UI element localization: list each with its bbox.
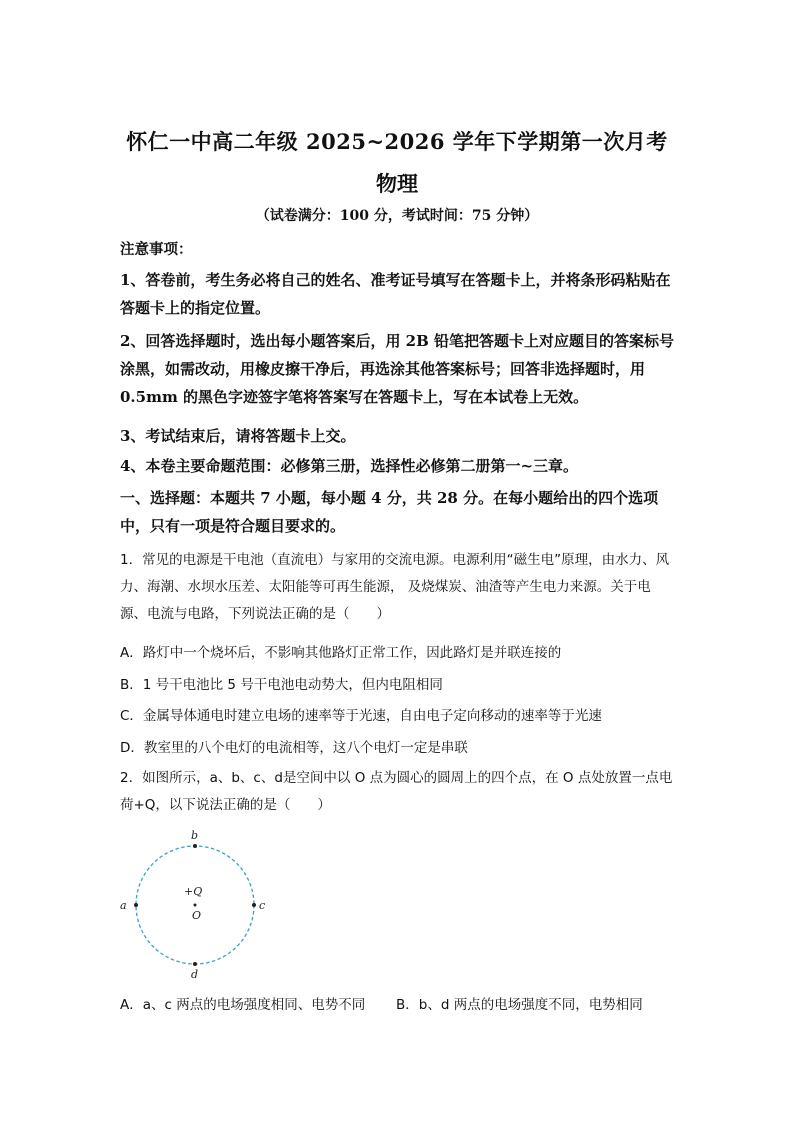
exam-title: 怀仁一中高二年级 2025~2026 学年下学期第一次月考: [126, 129, 668, 154]
note-item-1: 1、答卷前，考生务必将自己的姓名、准考证号填写在答题卡上，并将条形码粘贴在答题卡上的指定位置。: [120, 271, 671, 317]
label-charge: +Q: [184, 885, 203, 898]
point-a-dot: [134, 903, 138, 907]
note-item-3: 3、考试结束后，请将答题卡上交。: [120, 427, 356, 445]
label-c: c: [259, 899, 266, 912]
label-center: O: [192, 909, 202, 922]
label-b: b: [191, 829, 199, 842]
point-b-dot: [193, 844, 197, 848]
center-o-dot: [194, 904, 197, 907]
exam-meta: （试卷满分：100 分，考试时间：75 分钟）: [255, 208, 539, 224]
question-2-option-b: B．b、d 两点的电场强度不同，电势相同: [396, 997, 643, 1013]
question-1-stem: 1．常见的电源是干电池（直流电）与家用的交流电源。电源利用“磁生电”原理，由水力、风力、海潮、水坝水压差、太阳能等可再生能源， 及烧煤炭、油渣等产生电力来源。关于电源、电流与电路，下列说法正确的是（ ）: [120, 552, 670, 622]
question-1-option-b: B．1 号干电池比 5 号干电池电动势大，但内电阻相同: [120, 677, 443, 693]
notes-heading: 注意事项：: [120, 241, 193, 258]
label-d: d: [191, 968, 199, 981]
question-1-option-c: C．金属导体通电时建立电场的速率等于光速，自由电子定向移动的速率等于光速: [120, 708, 602, 724]
point-d-dot: [193, 962, 197, 966]
point-c-dot: [252, 903, 256, 907]
label-a: a: [120, 899, 127, 912]
question-2-stem: 2．如图所示，a、b、c、d是空间中以 O 点为圆心的圆周上的四个点，在 O 点处放置一点电荷+Q，以下说法正确的是（ ）: [120, 770, 673, 813]
question-1-option-d: D．教室里的八个电灯的电流相等，这八个电灯一定是串联: [120, 740, 468, 756]
question-2-option-a: A．a、c 两点的电场强度相同、电势不同: [120, 997, 366, 1013]
exam-subject: 物理: [376, 171, 418, 196]
circle-charge-diagram: [112, 826, 282, 986]
note-item-4: 4、本卷主要命题范围：必修第三册，选择性必修第二册第一~三章。: [120, 457, 579, 475]
note-item-2: 2、回答选择题时，选出每小题答案后，用 2B 铅笔把答题卡上对应题目的答案标号涂黑，如需改动，用橡皮擦干净后，再选涂其他答案标号；回答非选择题时，用 0.5mm 的黑色字迹签字笔将答案写在答题卡上，写在本试卷上无效。: [120, 332, 675, 406]
question-1-option-a: A．路灯中一个烧坏后，不影响其他路灯正常工作，因此路灯是并联连接的: [120, 645, 562, 661]
section-heading: 一、选择题：本题共 7 小题，每小题 4 分，共 28 分。在每小题给出的四个选项中，只有一项是符合题目要求的。: [120, 489, 659, 535]
